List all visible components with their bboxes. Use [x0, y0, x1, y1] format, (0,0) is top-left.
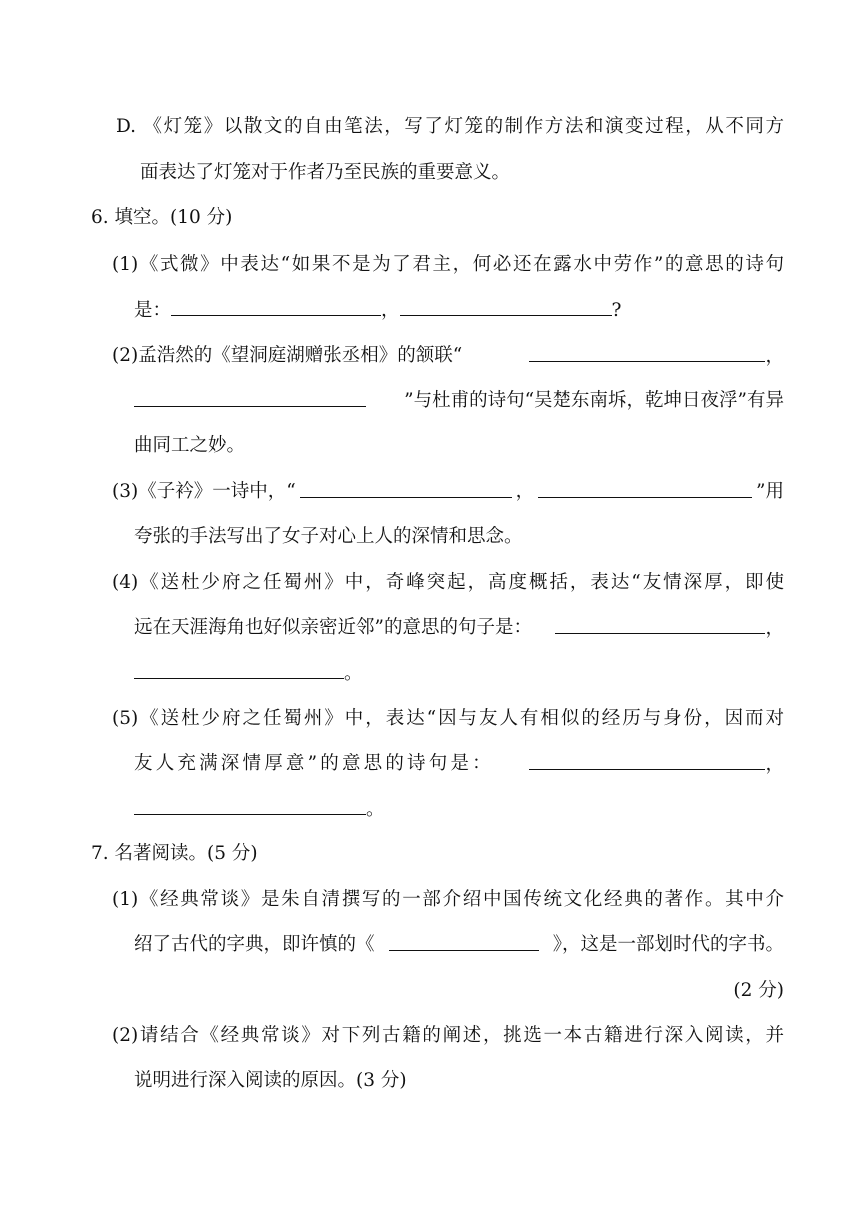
q7-1-score: (2 分) — [733, 980, 784, 1001]
q6-4-line-2 — [134, 615, 784, 642]
q6-2-continuation: ”与杜甫的诗句“吴楚东南坼，乾坤日夜浮”有异 — [404, 390, 784, 411]
q6-3-line-1 — [112, 479, 784, 505]
q6-1-blank-1[interactable] — [171, 297, 381, 316]
q7-1-suffix: 》，这是一部划时代的字书。 — [552, 934, 784, 955]
q6-5-line-1: (5)《送杜少府之任蜀州》中，表达“因与友人有相似的经历与身份，因而对 — [112, 708, 784, 729]
q6-5-period: 。 — [366, 799, 385, 820]
q6-3-blank-1[interactable] — [300, 479, 512, 498]
q6-4-comma: ， — [765, 618, 784, 639]
q6-4-blank-2[interactable] — [134, 660, 344, 679]
q6-1-prompt: (1)《式微》中表达“如果不是为了君主，何必还在露水中劳作”的意思的诗句 — [112, 254, 784, 275]
q7-2-line-2: 说明进行深入阅读的原因。(3 分) — [134, 1070, 407, 1091]
q6-4-line-1: (4)《送杜少府之任蜀州》中，奇峰突起，高度概括，表达“友情深厚，即使 — [112, 572, 784, 593]
question-7-title: 7. 名著阅读。(5 分) — [91, 843, 258, 864]
question-6-title: 6. 填空。(10 分) — [91, 207, 233, 228]
q7-1-prompt: 绍了古代的字典，即许慎的《 — [134, 934, 375, 955]
q6-2-blank-2[interactable] — [134, 388, 366, 407]
q6-3-prompt: (3)《子衿》一诗中，“ — [112, 481, 296, 502]
q6-3-suffix: ”用 — [756, 481, 784, 502]
q6-4-period: 。 — [344, 663, 363, 684]
q6-2-prompt: (2)孟浩然的《望洞庭湖赠张丞相》的颔联“ — [112, 345, 463, 366]
q6-5-line-3 — [134, 796, 385, 823]
q6-5-prompt: 友人充满深情厚意”的意思的诗句是： — [134, 753, 494, 774]
q6-3-line-2: 夸张的手法写出了女子对心上人的深情和思念。 — [134, 526, 523, 547]
q6-5-line-2 — [134, 751, 784, 778]
q6-5-comma: ， — [765, 754, 784, 775]
q6-2-blank-1[interactable] — [529, 343, 765, 362]
q7-1-line-2 — [134, 932, 784, 958]
q6-5-blank-1[interactable] — [529, 751, 765, 770]
q6-4-prompt: 远在天涯海角也好似亲密近邻”的意思的句子是： — [134, 617, 532, 638]
q6-1-answer-line — [134, 297, 621, 324]
q6-3-blank-2[interactable] — [538, 479, 752, 498]
q6-4-line-3 — [134, 660, 363, 687]
q6-1-suffix: ? — [611, 300, 622, 321]
q6-1-answer-prefix: 是： — [134, 300, 172, 321]
q6-5-blank-2[interactable] — [134, 796, 366, 815]
option-d-line-1: D. 《灯笼》以散文的自由笔法，写了灯笼的制作方法和演变过程，从不同方 — [116, 116, 784, 137]
q6-1-blank-2[interactable] — [400, 297, 612, 316]
q6-1-separator: ， — [381, 300, 400, 321]
q6-2-line-3: 曲同工之妙。 — [134, 435, 246, 456]
q6-3-comma: ， — [515, 481, 535, 502]
q6-2-comma: ， — [765, 346, 784, 367]
q6-2-line-1 — [112, 343, 784, 370]
option-d-line-2: 面表达了灯笼对于作者乃至民族的重要意义。 — [140, 162, 511, 183]
q6-4-blank-1[interactable] — [555, 615, 765, 634]
q7-2-line-1: (2)请结合《经典常谈》对下列古籍的阐述，挑选一本古籍进行深入阅读，并 — [112, 1025, 784, 1046]
q7-1-blank[interactable] — [389, 932, 539, 951]
q6-2-line-2 — [134, 388, 784, 414]
q7-1-line-1: (1)《经典常谈》是朱自清撰写的一部介绍中国传统文化经典的著作。其中介 — [112, 889, 784, 910]
